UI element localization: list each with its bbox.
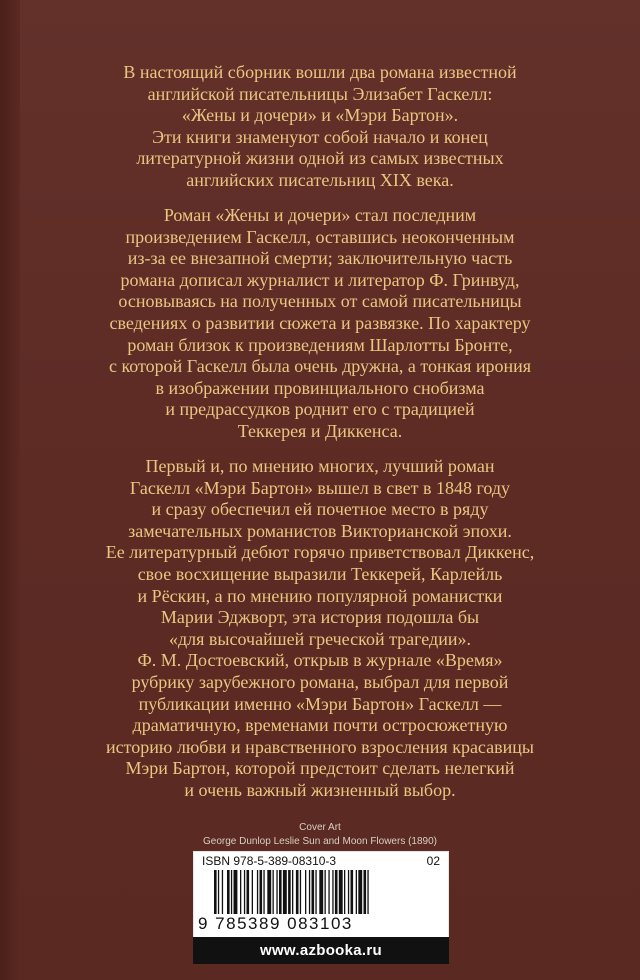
text-line: «Жены и дочери» и «Мэри Бартон». xyxy=(181,105,459,126)
barcode-stripe xyxy=(328,870,329,914)
barcode-stripe xyxy=(218,870,219,914)
text-line: драматичную, временами почти остросюжетную xyxy=(132,715,508,736)
cover-art-credits xyxy=(150,821,490,849)
barcode-stripe xyxy=(367,870,368,914)
barcode-stripe xyxy=(364,870,367,914)
text-line: основываясь на полученных от самой писательницы xyxy=(118,291,522,312)
barcode-stripe xyxy=(276,870,277,914)
text-line: Марии Эджворт, эта история подошла бы xyxy=(160,607,480,628)
text-line: рубрику зарубежного романа, выбрал для первой xyxy=(131,671,509,692)
text-line: и предрассудков роднит его с традицией xyxy=(165,399,475,420)
barcode-stripe xyxy=(325,870,326,914)
barcode-stripe xyxy=(240,870,241,914)
text-line: Мэри Бартон, которой предстоит сделать нелегкий xyxy=(125,758,515,779)
barcode-panel xyxy=(193,851,449,938)
spine-edge xyxy=(0,0,20,980)
barcode-stripe xyxy=(351,870,354,914)
barcode-stripe xyxy=(348,870,349,914)
text-line: Теккерея и Диккенса. xyxy=(237,420,403,441)
barcode-stripe xyxy=(260,870,263,914)
paragraph-wives-and-daughters xyxy=(60,205,580,443)
barcode-stripe xyxy=(231,870,232,914)
barcode-stripe xyxy=(332,870,333,914)
text-line: литературной жизни одной из самых известных xyxy=(136,148,504,169)
isbn-row xyxy=(202,854,440,868)
text-line: английских писательниц XIX века. xyxy=(186,169,454,190)
text-line: Роман «Жены и дочери» стал последним xyxy=(163,205,477,225)
barcode-stripe xyxy=(214,870,217,914)
barcode-stripe xyxy=(300,870,301,914)
barcode-stripe xyxy=(247,870,250,914)
barcode-stripe xyxy=(288,870,291,914)
text-line: В настоящий сборник вошли два романа известной xyxy=(123,62,517,82)
publisher-website: www.azbooka.ru xyxy=(193,937,449,964)
text-line: произведением Гаскелл, оставшись неоконченным xyxy=(125,226,515,247)
barcode-stripe xyxy=(292,870,293,914)
barcode-stripe xyxy=(244,870,245,914)
text-line: замечательных романистов Викторианской эпохи. xyxy=(128,520,512,541)
text-line: Ф. М. Достоевский, открыв в журнале «Время» xyxy=(137,650,503,671)
barcode-stripe xyxy=(315,870,316,914)
isbn-number: ISBN 978-5-389-08310-3 xyxy=(202,854,337,868)
cover-art-title: George Dunlop Leslie Sun and Moon Flowers (1890) xyxy=(202,836,438,847)
text-line: Ее литературный дебют горячо приветствовал Диккенс, xyxy=(105,542,535,563)
text-line: из-за ее внезапной смерти; заключительную часть xyxy=(127,248,513,269)
barcode-stripe xyxy=(257,870,258,914)
barcode-stripe xyxy=(319,870,323,914)
text-line: роман близок к произведениям Шарлотты Бронте, xyxy=(127,334,513,355)
text-line: историю любви и нравственного взросления красавицы xyxy=(106,736,534,757)
barcode-stripe xyxy=(222,870,223,914)
barcode-stripe xyxy=(279,870,282,914)
barcode-stripe xyxy=(305,870,306,914)
text-line: романа дописал журналист и литератор Ф. Гринвуд, xyxy=(120,269,520,290)
barcode-digits: 9 785389 083103 xyxy=(198,914,353,933)
text-line: английской писательницы Элизабет Гаскелл: xyxy=(147,83,493,104)
barcode-stripe xyxy=(358,870,362,914)
barcode-stripe xyxy=(227,870,230,914)
text-line: и сразу обеспечил ей почетное место в ряду xyxy=(151,499,489,520)
text-line: и Рёскин, а по мнению популярной романистки xyxy=(137,585,503,606)
text-line: свое восхищение выразили Теккерей, Карлейль xyxy=(137,563,503,584)
text-line: Гаскелл «Мэри Бартон» вышел в свет в 1848 году xyxy=(129,477,511,498)
barcode-bars xyxy=(214,870,430,914)
text-line: публикации именно «Мэри Бартон» Гаскелл — xyxy=(138,693,502,714)
text-line: сведениях о развитии сюжета и развязке. По характеру xyxy=(109,312,531,333)
barcode-stripe xyxy=(234,870,238,914)
barcode-stripe xyxy=(252,870,253,914)
cover-art-label: Cover Art xyxy=(299,822,341,833)
barcode-stripe xyxy=(344,870,345,914)
text-line: с которой Гаскелл была очень дружна, а тонкая ирония xyxy=(108,356,532,377)
barcode-stripe xyxy=(267,870,271,914)
text-line: «для высочайшей греческой трагедии». xyxy=(169,628,471,649)
barcode-stripe xyxy=(339,870,343,914)
text-line: и очень важный жизненный выбор. xyxy=(184,779,456,800)
paragraph-intro xyxy=(60,62,580,192)
barcode-stripe xyxy=(283,870,287,914)
barcode-stripe xyxy=(312,870,315,914)
barcode-stripe xyxy=(309,870,310,914)
barcode-stripe xyxy=(356,870,357,914)
barcode-stripe xyxy=(273,870,274,914)
text-line: Эти книги знаменуют собой начало и конец xyxy=(152,126,488,147)
barcode-stripe xyxy=(296,870,299,914)
text-line: в изображении провинциального снобизма xyxy=(155,377,485,398)
text-line: Первый и, по мнению многих, лучший роман xyxy=(145,456,495,476)
isbn-suffix: 02 xyxy=(426,854,440,868)
barcode-stripe xyxy=(263,870,264,914)
barcode-stripe xyxy=(335,870,338,914)
paragraph-mary-barton xyxy=(60,456,580,802)
